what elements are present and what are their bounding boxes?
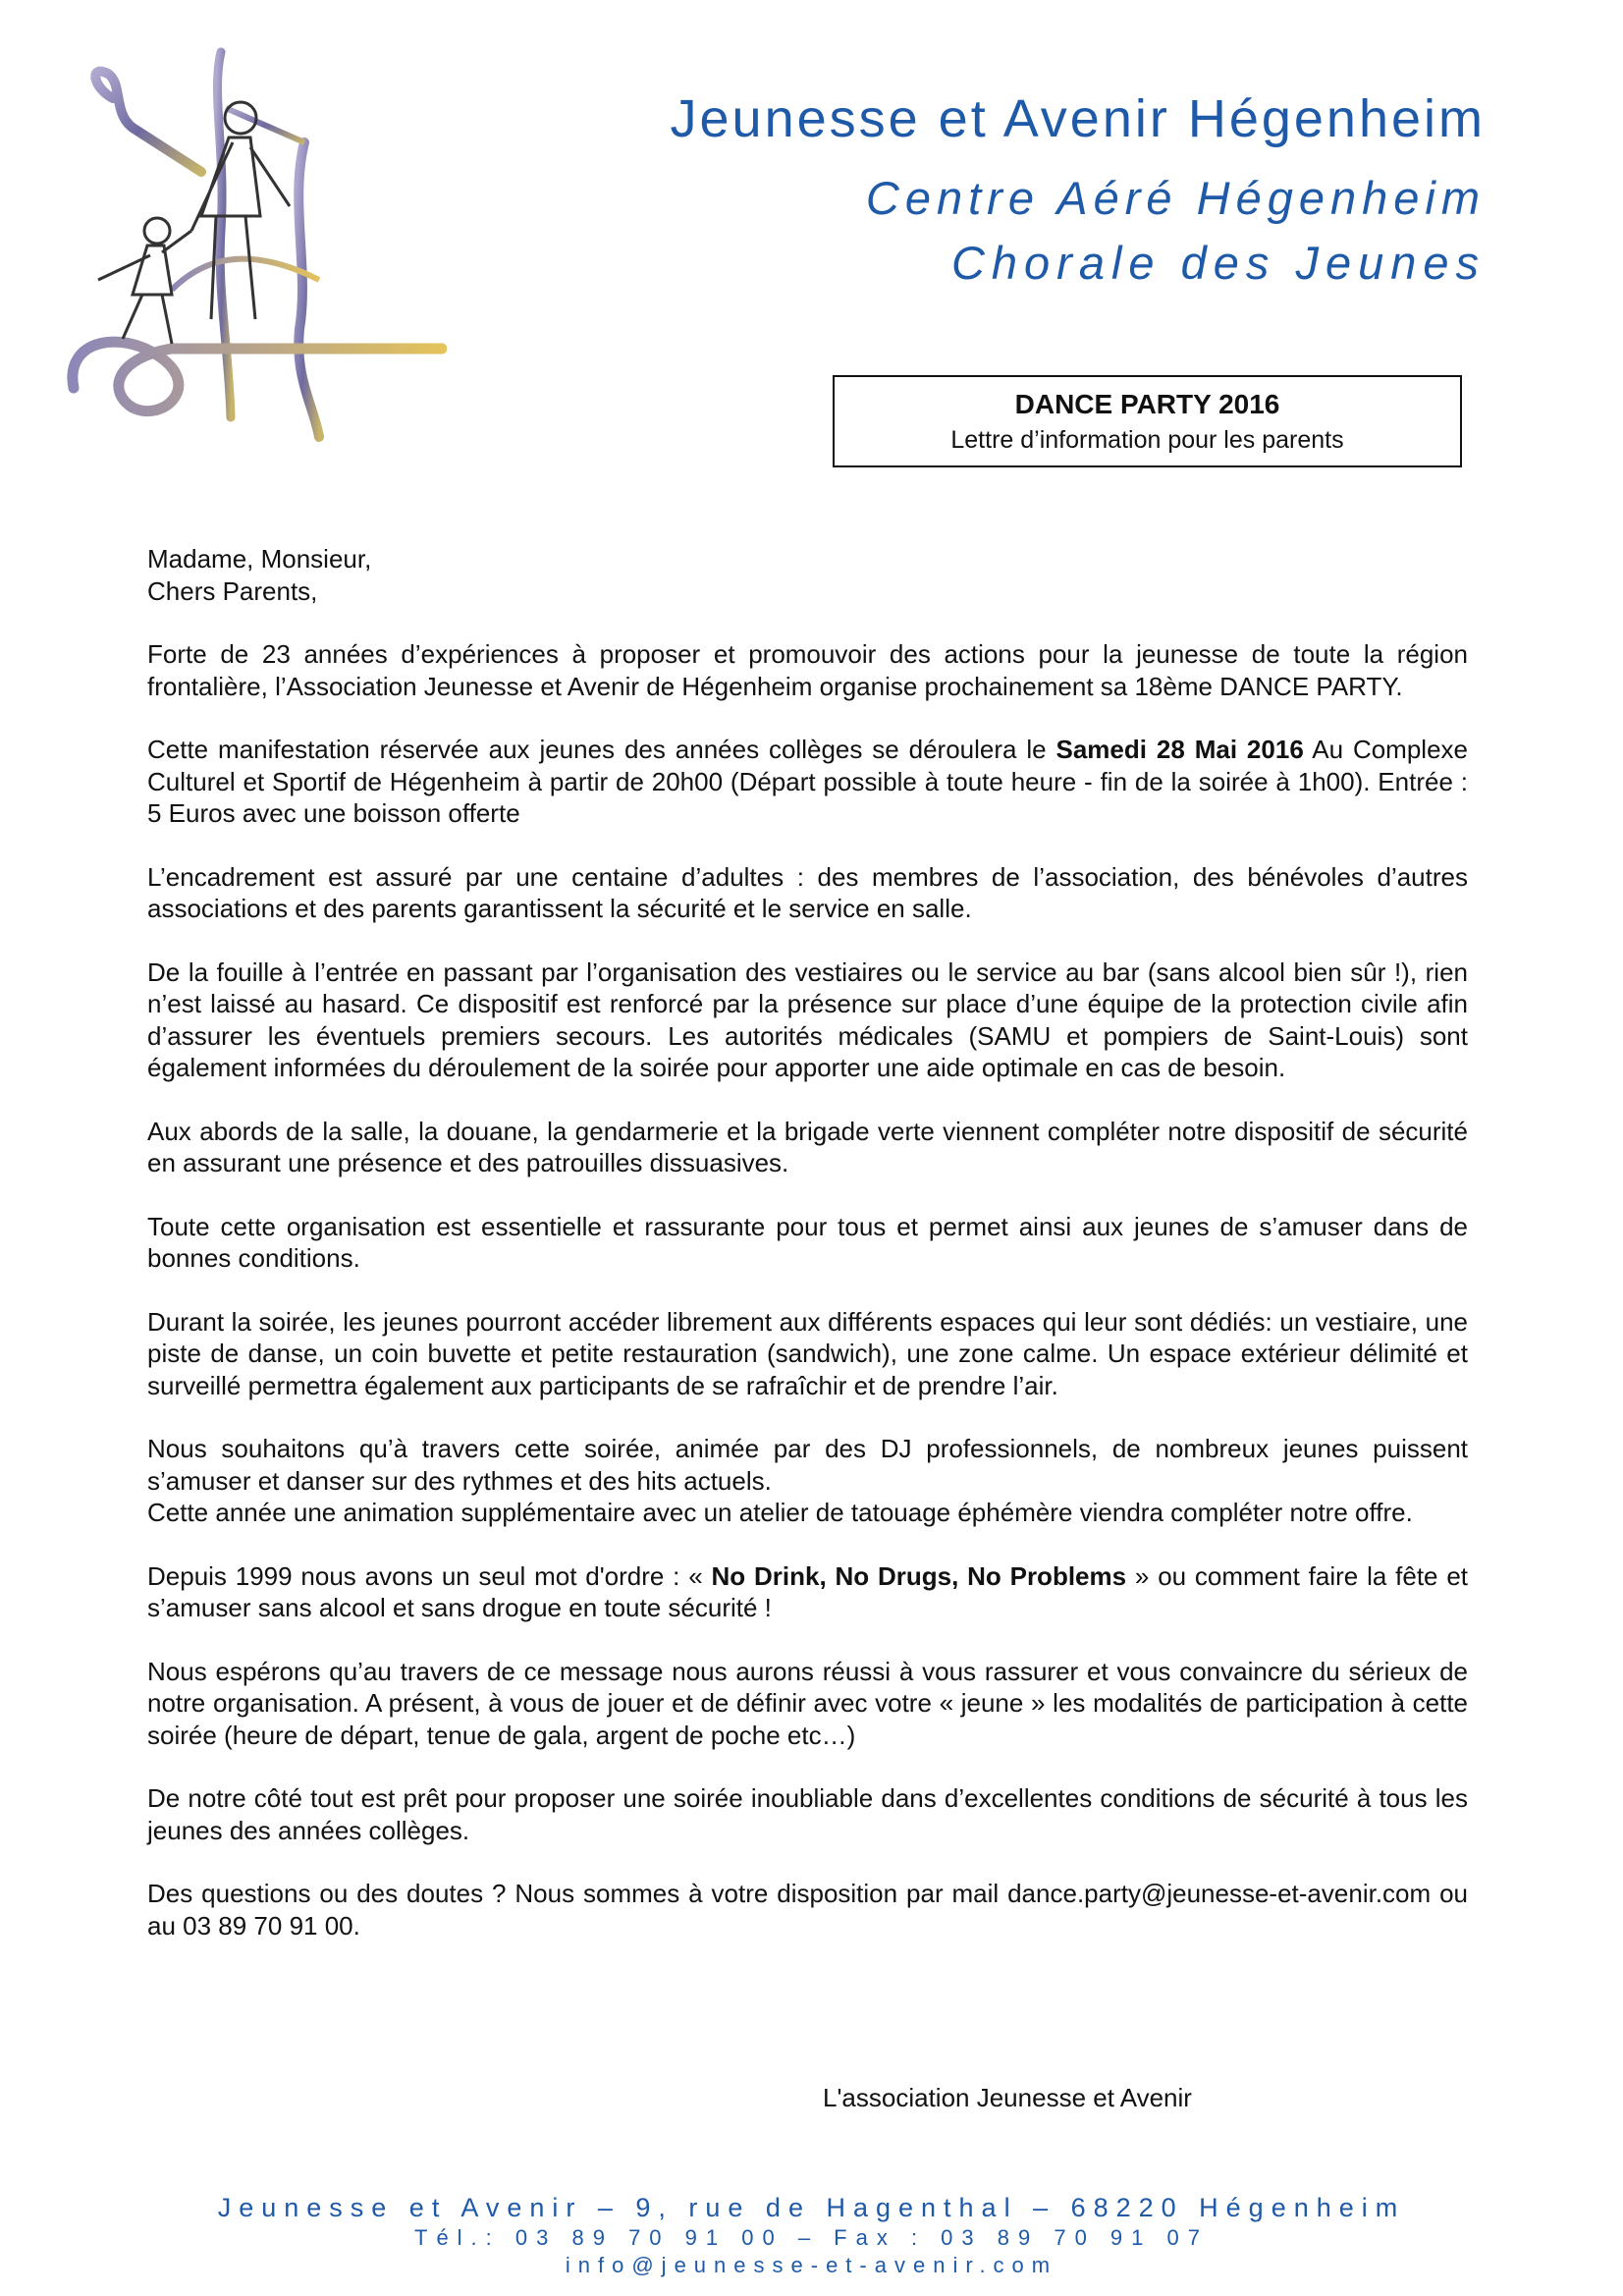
document-title: DANCE PARTY 2016 [1014, 389, 1280, 419]
motto: No Drink, No Drugs, No Problems [711, 1560, 1127, 1591]
paragraph-contact: Des questions ou des doutes ? Nous sommes à votre disposition par mail dance.party@jeunesse-et-avenir.com ou au 03 89 70 91 00. [147, 1879, 1468, 1941]
paragraph-event-date [147, 734, 1468, 830]
greeting-line-2: Chers Parents, [147, 575, 318, 606]
event-venue-text: Au Complexe Culturel et Sportif de Hégenheim à partir de 20h00 (Départ possible à toute heure - fin de la soirée à 1h00). Entrée : 5 Euros avec une boisson offerte [147, 735, 1468, 828]
event-text: Cette manifestation réservée aux jeunes des années collèges se déroulera le [147, 735, 1056, 764]
paragraph-organisation: Toute cette organisation est essentielle et rassurante pour tous et permet ainsi aux jeunes de s’amuser dans de bonnes conditions. [147, 1211, 1468, 1273]
paragraph-tattoo: Cette année une animation supplémentaire avec un atelier de tatouage éphémère viendra compléter notre offre. [147, 1498, 1413, 1527]
footer-phone-fax: Tél.: 03 89 70 91 00 – Fax : 03 89 70 91 07 [414, 2225, 1209, 2250]
paragraph-security: De la fouille à l’entrée en passant par l’organisation des vestiaires ou le service au bar (sans alcool bien sûr !), rien n’est laissé au hasard. Ce dispositif est renforcé par la présence sur place d’une équipe de la protection civile afin d’assurer les éventuels premiers secours. Les autorités médicales (SAMU et pompiers de Saint-Louis) sont également informées du déroulement de la soirée pour apporter une aide optimale en cas de besoin. [147, 957, 1468, 1082]
paragraph-intro: Forte de 23 années d’expériences à proposer et promouvoir des actions pour la jeunesse de toute la région frontalière, l’Association Jeunesse et Avenir de Hégenheim organise prochainement sa 18ème DANCE PARTY. [147, 639, 1468, 701]
greeting-line-1: Madame, Monsieur, [147, 544, 372, 574]
greeting [147, 543, 1468, 607]
letter-body [147, 543, 1468, 1973]
document-subtitle: Lettre d’information pour les parents [950, 426, 1344, 454]
subtitle-centre-aere: Centre Aéré Hégenheim [865, 172, 1486, 224]
title-box [833, 375, 1462, 467]
motto-intro: Depuis 1999 nous avons un seul mot d'ordre : « [147, 1560, 712, 1591]
paragraph-supervision: L’encadrement est assuré par une centaine d’adultes : des membres de l’association, des bénévoles d’autres associations et des parents garantissent la sécurité et le service en salle. [147, 861, 1468, 923]
paragraph-ready: De notre côté tout est prêt pour proposer une soirée inoubliable dans d’excellentes conditions de sécurité à tous les jeunes des années collèges. [147, 1783, 1468, 1845]
paragraph-dj: Nous souhaitons qu’à travers cette soirée, animée par des DJ professionnels, de nombreux jeunes puissent s’amuser et danser sur des rythmes et des hits actuels. [147, 1434, 1468, 1496]
organization-title: Jeunesse et Avenir Hégenheim [670, 89, 1486, 148]
motto-outro: » ou comment faire la fête et s’amuser sans alcool et sans drogue en toute sécurité ! [147, 1560, 1469, 1622]
paragraph-reassurance: Nous espérons qu’au travers de ce message nous aurons réussi à vous rassurer et vous convaincre du sérieux de notre organisation. A présent, à vous de jouer et de définir avec votre « jeune » les modalités de participation à cette soirée (heure de départ, tenue de gala, argent de poche etc…) [147, 1656, 1468, 1750]
footer-email: info@jeunesse-et-avenir.com [565, 2253, 1058, 2277]
paragraph-spaces: Durant la soirée, les jeunes pourront accéder librement aux différents espaces qui leur sont dédiés: un vestiaire, une piste de danse, un coin buvette et petite restauration (sandwich), une zone calme. Un espace extérieur délimité et surveillé permettra également aux participants de se rafraîchir et de prendre l’air. [147, 1306, 1468, 1400]
footer-address: Jeunesse et Avenir – 9, rue de Hagenthal – 68220 Hégenheim [217, 2193, 1406, 2222]
paragraph-patrols: Aux abords de la salle, la douane, la gendarmerie et la brigade verte viennent compléter notre dispositif de sécurité en assurant une présence et des patrouilles dissuasives. [147, 1116, 1468, 1177]
paragraph-motto [147, 1560, 1468, 1624]
association-logo [54, 34, 447, 457]
subtitle-chorale: Chorale des Jeunes [950, 237, 1486, 289]
event-date: Samedi 28 Mai 2016 [1055, 735, 1304, 764]
signature: L'association Jeunesse et Avenir [823, 2083, 1192, 2112]
